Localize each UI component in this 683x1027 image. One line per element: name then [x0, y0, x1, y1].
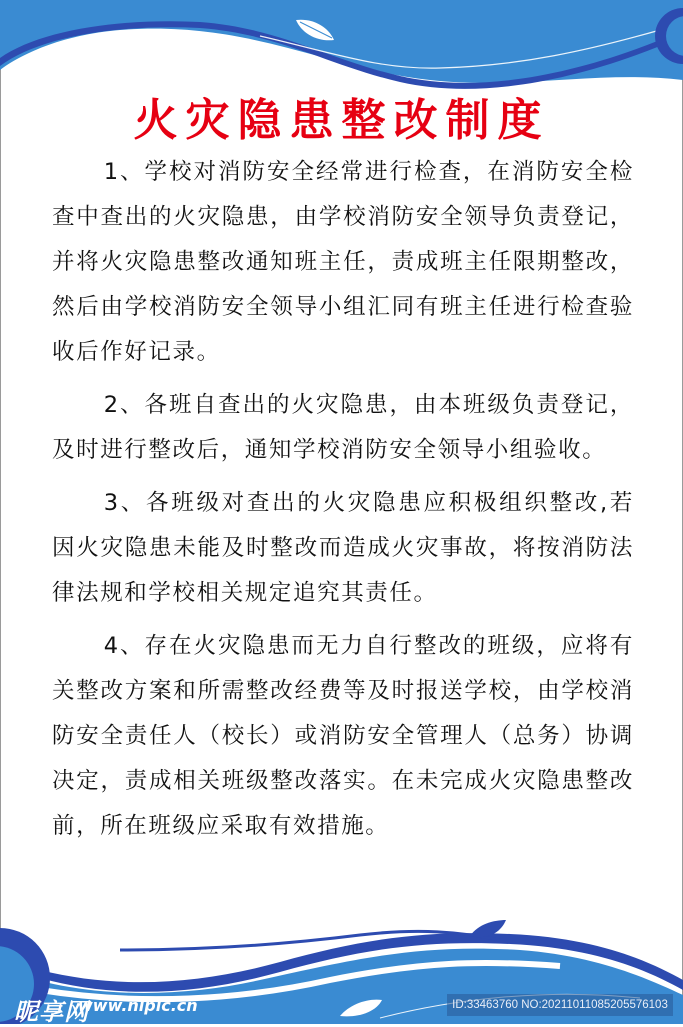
poster-title: 火灾隐患整改制度: [133, 95, 550, 146]
regulation-item-4: 4、存在火灾隐患而无力自行整改的班级，应将有关整改方案和所需整改经费等及时报送学校，由学校消防安全责任人（校长）或消防安全管理人（总务）协调决定，责成相关班级整改落实。在未完成火灾隐患整改前，所在班级应采取有效措施。: [52, 633, 634, 839]
watermark-id: ID:33463760 NO:20211011085205576103: [447, 994, 673, 1016]
regulation-body: [52, 150, 634, 857]
regulation-item-2: 2、各班自查出的火灾隐患，由本班级负责登记，及时进行整改后，通知学校消防安全领导小组验收。: [52, 392, 634, 463]
regulation-item-1: 1、学校对消防安全经常进行检查，在消防安全检查中查出的火灾隐患，由学校消防安全领导负责登记，并将火灾隐患整改通知班主任，责成班主任限期整改，然后由学校消防安全领导小组汇同有班主任进行检查验收后作好记录。: [52, 159, 634, 365]
regulation-item-3: 3、各班级对查出的火灾隐患应积极组织整改,若因火灾隐患未能及时整改而造成火灾事故，将按消防法律法规和学校相关规定追究其责任。: [52, 490, 634, 606]
watermark-logo: 昵享网: [14, 998, 89, 1026]
watermark-url: www.nipic.cn: [78, 996, 198, 1015]
